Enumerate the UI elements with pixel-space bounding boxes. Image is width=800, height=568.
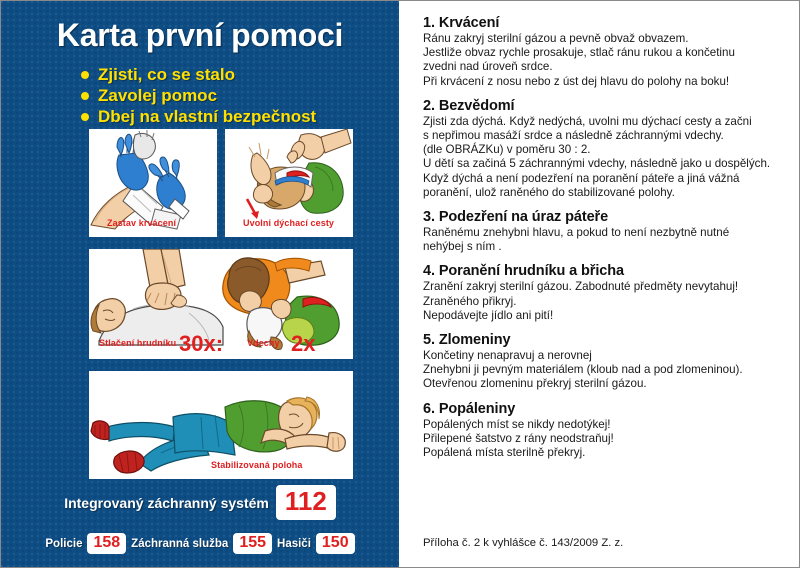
section-heading: 2. Bezvědomí [423, 97, 515, 114]
firefighters-number-badge: 150 [316, 533, 355, 554]
police-number-badge: 158 [87, 533, 126, 554]
section-body [423, 115, 792, 200]
section-body [423, 226, 792, 254]
section-line: U dětí sa začiná 5 záchrannými vdechy, následně jako u dospělých. [423, 157, 771, 171]
left-blue-panel [1, 1, 399, 567]
section-heading: 3. Podezření na úraz páteře [423, 209, 609, 226]
emergency-numbers-block [1, 485, 399, 554]
section-heading: 4. Poranění hrudníku a břicha [423, 263, 624, 280]
instruction-section-4 [423, 263, 792, 323]
section-line: Nepodávejte jídlo ani pití! [423, 308, 554, 322]
list-item [81, 106, 399, 127]
section-line: poranění, ulož raněného do stabilizované polohy. [423, 185, 675, 199]
section-line: Končetiny nenapravuj a nerovnej [423, 349, 592, 363]
section-line: Raněnému znehybni hlavu, a pokud to není nezbytně nutné [423, 226, 730, 240]
panel-caption: Vdechy [247, 338, 280, 348]
illustration-panel-stop-bleeding [89, 129, 217, 237]
section-heading: 1. Krvácení [423, 15, 500, 31]
ambulance-number-badge: 155 [233, 533, 272, 554]
bullet-dot-icon [81, 71, 89, 79]
list-item-label: Dbej na vlastní bezpečnost [98, 107, 317, 126]
emergency-services-line [1, 533, 399, 554]
instruction-section-6 [423, 401, 792, 461]
panel-caption: Stabilizovaná poloha [211, 460, 303, 470]
panel-caption: Zastav krvácení [107, 218, 177, 228]
section-line: nehýbej s ním . [423, 240, 502, 254]
section-line: Znehybni ji pevným materiálem (kloub nad a pod zlomeninou). [423, 363, 743, 377]
ies-label: Integrovaný záchranný systém [64, 494, 269, 511]
section-heading: 6. Popáleniny [423, 400, 516, 417]
section-line: Jestliže obvaz rychle prosakuje, stlač ránu rukou a končetinu [423, 46, 735, 60]
illustration-row-2 [1, 249, 399, 359]
section-line: Zjisti zda dýchá. Když nedýchá, uvolni mu dýchací cesty a začni [423, 114, 752, 128]
instruction-section-5 [423, 332, 792, 392]
section-line: s nepřimou masáží srdce a následně záchrannými vdechy. [423, 129, 724, 143]
section-line: Popálených míst se nikdy nedotýkej! [423, 417, 611, 431]
legal-footnote: Příloha č. 2 k vyhlášce č. 143/2009 Z. z. [423, 537, 624, 549]
section-line: Zraněného přikryj. [423, 294, 517, 308]
section-body [423, 418, 792, 461]
police-label: Policie [45, 537, 83, 550]
section-heading: 5. Zlomeniny [423, 332, 511, 349]
illustration-panel-recovery-position [89, 371, 353, 479]
instruction-section-1 [423, 15, 792, 89]
integrated-rescue-system-line [1, 485, 399, 520]
section-body [423, 280, 792, 323]
instruction-section-3 [423, 209, 792, 254]
list-item [81, 85, 399, 106]
firefighters-label: Hasiči [277, 537, 311, 550]
bullet-dot-icon [81, 113, 89, 121]
ambulance-label: Záchranná služba [131, 537, 229, 550]
instruction-section-2 [423, 98, 792, 200]
illustration-panel-open-airway [225, 129, 353, 237]
panel-caption: Uvolni dýchací cesty [243, 218, 335, 228]
section-line: Přilepené šatstvo z rány neodstraňuj! [423, 431, 614, 445]
breath-count: 2x [291, 331, 316, 356]
section-line: Zranění zakryj sterilní gázou. Zabodnuté předměty nevytahuj! [423, 280, 739, 294]
section-line: Když dýchá a není podezření na poranění páteře a jiná vážná [423, 171, 740, 185]
section-body [423, 32, 792, 89]
illustration-panel-cpr [89, 249, 353, 359]
instructions-panel [399, 1, 800, 567]
compression-count: 30x: [179, 331, 224, 356]
ies-number-badge: 112 [276, 485, 336, 520]
section-line: Ránu zakryj sterilní gázou a pevně obvaž obvazem. [423, 32, 689, 45]
section-line: (dle OBRÁZKu) v poměru 30 : 2. [423, 143, 591, 157]
section-line: zvedni nad úroveň srdce. [423, 60, 553, 74]
section-line: Při krvácení z nosu nebo z úst dej hlavu do polohy na boku! [423, 74, 730, 88]
page-title: Karta první pomoci [56, 17, 344, 53]
bullet-dot-icon [81, 92, 89, 100]
key-steps-list [1, 64, 399, 127]
list-item-label: Zavolej pomoc [98, 86, 218, 105]
list-item-label: Zjisti, co se stalo [98, 65, 235, 84]
section-line: Popálená místa sterilně překryj. [423, 446, 586, 460]
panel-caption: Stlačení hrudníku [99, 338, 177, 348]
list-item [81, 64, 399, 85]
illustration-row-1 [1, 129, 399, 237]
illustration-row-3 [1, 371, 399, 479]
section-body [423, 349, 792, 392]
section-line: Otevřenou zlomeninu překryj sterilní gázou. [423, 377, 647, 391]
